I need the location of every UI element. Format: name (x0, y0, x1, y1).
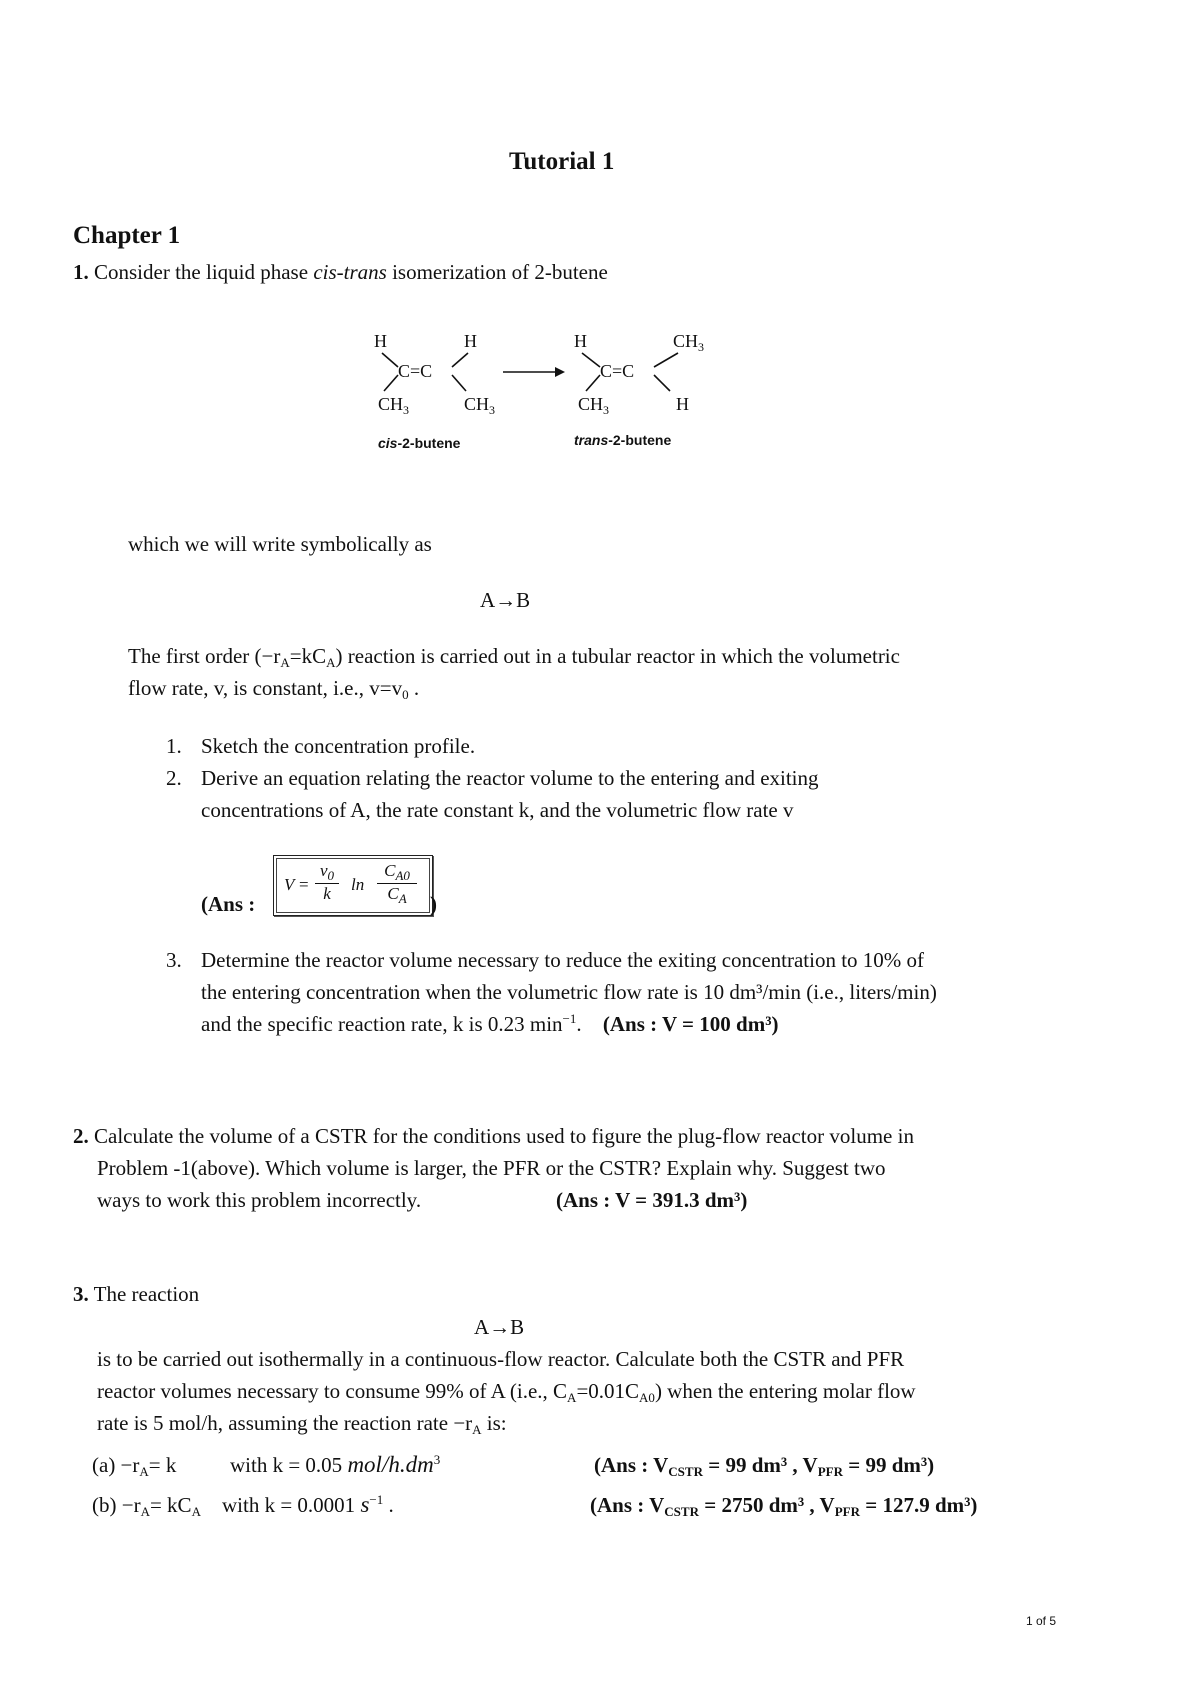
cis-h-left: H (374, 331, 387, 351)
problem-3-reaction: A→B (474, 1315, 525, 1339)
part-b-with: with k = 0.0001 $s^{-1}$ . (222, 1492, 394, 1517)
item3-answer: (Ans : V = 100 dm³) (602, 1012, 779, 1036)
problem-3-intro: 3. The reaction (73, 1282, 200, 1306)
list-item-text: Sketch the concentration profile. (201, 734, 476, 758)
intro-text-b: isomerization of 2-butene (386, 260, 608, 284)
trans-ch3-right: $CH_3$ (673, 331, 705, 354)
formula-eq: = (299, 875, 309, 894)
trans-double-bond: C=C (600, 361, 635, 381)
problem-3-number: 3. (73, 1282, 89, 1306)
problem-3-line2: reactor volumes necessary to consume 99% of A (i.e., $C_A=0.01C_{A0}$) when the entering molar flow (97, 1379, 916, 1405)
problem-2-line2: Problem -1(above). Which volume is larger, the PFR or the CSTR? Explain why. Suggest two (97, 1156, 886, 1180)
problem-2-number: 2. (73, 1124, 89, 1148)
part-b: $(b) -r_A= kC_A$ (92, 1493, 201, 1519)
trans-h-left: H (574, 331, 587, 351)
trans-ch3-left: $CH_3$ (578, 394, 610, 417)
problem-1-number: 1. (73, 260, 89, 284)
intro-italic: cis-trans (313, 260, 387, 284)
problem-2-line1: 2. Calculate the volume of a CSTR for the conditions used to figure the plug-flow reactor volume in (73, 1124, 914, 1148)
part-b-answer: (Ans : $V_{CSTR} = 2750$ dm³ , $V_{PFR} = 127.9$ dm³) (590, 1493, 978, 1519)
cis-h-right: H (464, 331, 477, 351)
item3-line3: and the specific reaction rate, k is 0.23 $\min^{-1}$. (Ans : V = 100 dm³) (201, 1011, 779, 1036)
problem-2-answer: (Ans : V = 391.3 dm³) (556, 1188, 748, 1212)
part-a: $(a) -r_A= k$ (92, 1453, 177, 1479)
problem-2-line3: ways to work this problem incorrectly. (97, 1188, 422, 1212)
list-item-text: Derive an equation relating the reactor volume to the entering and exiting (201, 766, 819, 790)
fraction-v0-k: $v_0$ k (315, 861, 339, 904)
cis-label: cis-2-butene (378, 435, 461, 451)
item3-line2: the entering concentration when the volumetric flow rate is 10 dm³/min (i.e., liters/min) (201, 980, 937, 1004)
page-number: 1 of 5 (1026, 1614, 1057, 1628)
trans-h-right: H (676, 394, 689, 414)
list-item: 2. (166, 766, 182, 790)
first-order-line: The first order $(-r_A=kC_A)$ reaction is carried out in a tubular reactor in which the volumetric (128, 644, 900, 670)
formula-ln: ln (351, 875, 365, 894)
problem-3-line3: rate is 5 mol/h, assuming the reaction rate $-r_A$ is: (97, 1411, 507, 1437)
answer-label: (Ans : (201, 892, 256, 916)
formula-v: V (284, 875, 295, 894)
part-a-answer: (Ans : $V_{CSTR} = 99$ dm³ , $V_{PFR} = 99$ dm³) (594, 1453, 935, 1479)
cis-ch3-left: $CH_3$ (378, 394, 410, 417)
flow-rate-line: flow rate, v, is constant, i.e., $v=v_0$ . (128, 676, 420, 702)
cis-trans-butene-figure (360, 325, 730, 455)
problem-3-line1: is to be carried out isothermally in a continuous-flow reactor. Calculate both the CSTR and PFR (97, 1347, 905, 1371)
fraction-ca0-ca: $C_{A0}$ $C_A$ (377, 861, 417, 904)
cis-ch3-right: $CH_3$ (464, 394, 496, 417)
cis-double-bond: C=C (398, 361, 433, 381)
trans-label: trans-2-butene (574, 432, 672, 448)
page-title: Tutorial 1 (509, 148, 615, 175)
item3-line1: Determine the reactor volume necessary to reduce the exiting concentration to 10% of (201, 948, 925, 972)
reaction-a-to-b: A→B (480, 588, 531, 612)
chapter-heading: Chapter 1 (73, 222, 181, 249)
intro-text-a: Consider the liquid phase (94, 260, 314, 284)
answer-close: ) (430, 892, 437, 916)
list-item-text-cont: concentrations of A, the rate constant k, and the volumetric flow rate v (201, 798, 794, 822)
part-a-with: with k = 0.05 mol/$h.dm^3$ (230, 1452, 441, 1477)
symbolic-text: which we will write symbolically as (128, 532, 432, 556)
problem-1-intro (73, 256, 608, 288)
formula-box (273, 855, 433, 916)
list-item: 3. (166, 948, 182, 972)
list-item: 1. (166, 734, 182, 758)
